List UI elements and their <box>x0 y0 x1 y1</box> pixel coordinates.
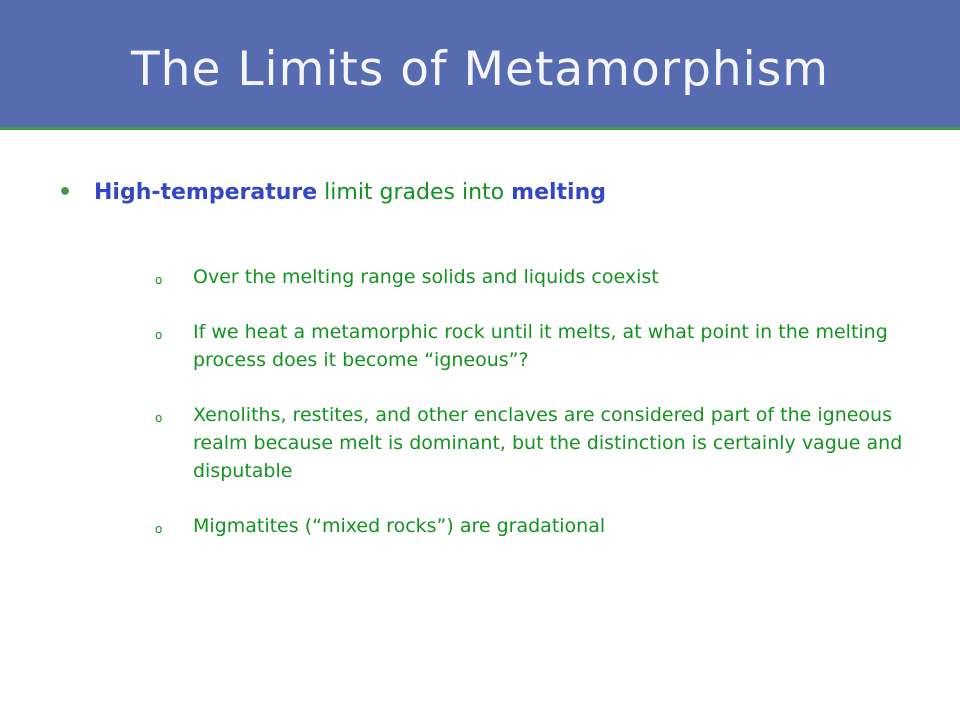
circle-bullet-icon: o <box>155 328 163 342</box>
slide-title: The Limits of Metamorphism <box>130 42 830 97</box>
main-bullet-keyword-high-temperature: High-temperature <box>94 180 318 205</box>
sub-bullet-text: If we heat a metamorphic rock until it melts, at what point in the melting process does it become “igneous”? <box>193 321 888 371</box>
sub-bullet-text: Xenoliths, restites, and other enclaves are considered part of the igneous realm because melt is dominant, but the distinction is certainly vague and disputable <box>193 404 903 482</box>
title-bar <box>0 0 960 130</box>
circle-bullet-icon: o <box>155 411 163 425</box>
circle-bullet-icon: o <box>155 273 163 287</box>
main-bullet <box>58 172 606 214</box>
main-bullet-keyword-melting: melting <box>511 180 606 205</box>
main-bullet-text: limit grades into <box>317 180 512 205</box>
sub-bullet-item <box>155 318 915 374</box>
sub-bullet-item <box>155 512 915 540</box>
sub-bullet-text: Migmatites (“mixed rocks”) are gradational <box>193 515 606 537</box>
sub-bullet-item <box>155 401 915 485</box>
sub-bullet-item <box>155 263 915 291</box>
sub-bullet-text: Over the melting range solids and liquids coexist <box>193 266 659 288</box>
sub-bullet-list <box>155 263 915 567</box>
bullet-dot-icon: • <box>58 180 73 205</box>
circle-bullet-icon: o <box>155 522 163 536</box>
